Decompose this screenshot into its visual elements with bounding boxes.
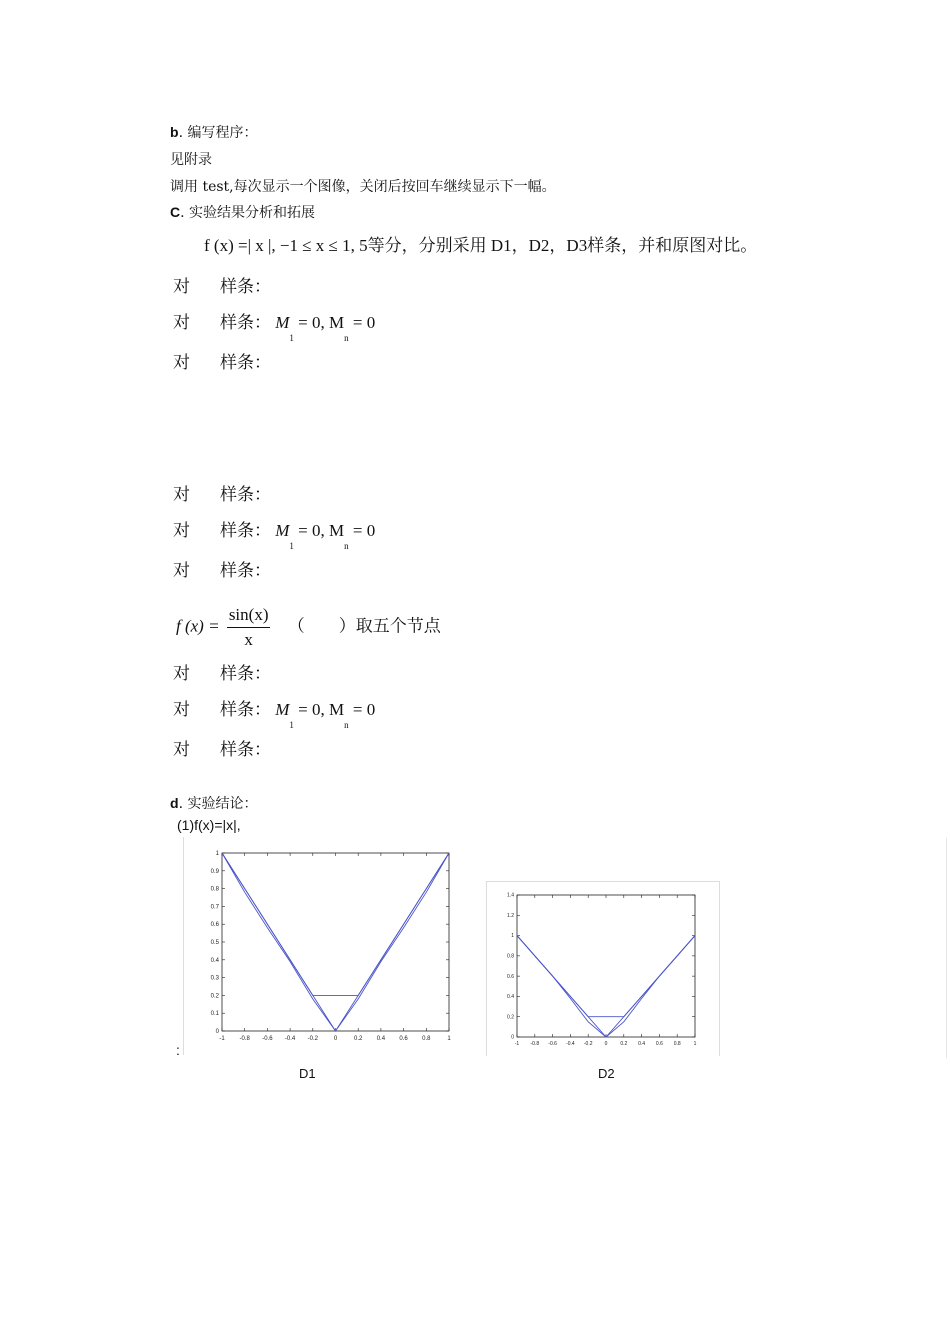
m-symbol: M <box>275 521 290 540</box>
sinc-lhs: f (x) = <box>176 616 220 636</box>
spline-label: 样条： <box>220 561 271 580</box>
y-tick-label: 1 <box>215 851 219 857</box>
x-tick-label: 0 <box>333 1036 338 1042</box>
dui-label: 对 <box>173 277 190 296</box>
section-c-letter: C <box>170 204 181 220</box>
spline-row-2 <box>173 308 376 343</box>
figure-d1 <box>183 837 478 1055</box>
y-tick-label: 0.1 <box>210 1011 219 1018</box>
dui-label: 对 <box>173 664 190 683</box>
x-tick-label: 0 <box>604 1041 608 1047</box>
dui-label: 对 <box>173 740 190 759</box>
boundary-eq-end: = 0 <box>348 700 376 719</box>
spline-label: 样条： <box>220 353 271 372</box>
spline-label: 样条： <box>220 485 271 504</box>
x-tick-label: -0.2 <box>307 1036 318 1042</box>
spline-row-8 <box>173 695 376 730</box>
spline-row-4 <box>173 480 271 505</box>
y-tick-label: 0.6 <box>210 922 219 929</box>
y-tick-label: 0.3 <box>210 975 219 982</box>
section-c-title: . 实验结果分析和拓展 <box>180 205 316 221</box>
spline-row-7 <box>173 659 271 684</box>
d1-caption: D1 <box>299 1066 316 1081</box>
sinc-fraction <box>227 605 271 650</box>
five-nodes-text: 取五个节点 <box>355 616 441 636</box>
x-tick-label: -0.4 <box>284 1036 296 1042</box>
spline-label: 样条： <box>220 313 271 332</box>
y-tick-label: 0.2 <box>507 1014 514 1021</box>
x-tick-label: 0.4 <box>638 1041 646 1047</box>
x-tick-label: 0.8 <box>422 1036 431 1042</box>
figure-d2 <box>486 881 720 1056</box>
spline-label: 样条： <box>220 664 271 683</box>
y-tick-label: 0 <box>215 1029 219 1035</box>
boundary-eq: = 0, M <box>293 521 345 540</box>
section-d-letter: d <box>170 795 179 811</box>
dui-label: 对 <box>173 485 190 504</box>
spline-row-3 <box>173 348 271 373</box>
x-tick-label: -1 <box>219 1036 225 1042</box>
subscript-n: n <box>344 720 349 730</box>
x-tick-label: 0.6 <box>399 1036 408 1042</box>
boundary-eq: = 0, M <box>293 700 345 719</box>
conclusion-item-1: (1)f(x)=|x|, <box>177 817 241 833</box>
x-tick-label: 1 <box>693 1041 697 1047</box>
section-b-heading <box>170 122 257 142</box>
section-c-heading <box>170 202 315 222</box>
x-tick-label: -0.2 <box>583 1041 593 1047</box>
d2-caption: D2 <box>598 1066 615 1081</box>
plot-frame <box>222 853 449 1031</box>
y-tick-label: 0.7 <box>210 904 219 911</box>
appendix-line: 见附录 <box>170 152 212 168</box>
section-d-title: . 实验结论： <box>178 796 258 812</box>
sinc-numerator: sin(x) <box>227 605 271 628</box>
y-tick-label: 1.2 <box>507 912 514 919</box>
x-tick-label: -0.8 <box>239 1036 250 1042</box>
x-tick-label: -0.6 <box>548 1041 557 1047</box>
dui-label: 对 <box>173 521 190 540</box>
m-symbol: M <box>275 313 290 332</box>
d1-chart <box>184 837 478 1055</box>
subscript-1: 1 <box>289 720 294 730</box>
y-tick-label: 0.9 <box>210 868 219 875</box>
spline-row-6 <box>173 556 271 581</box>
boundary-eq-end: = 0 <box>348 313 376 332</box>
y-tick-label: 0.8 <box>210 886 219 893</box>
x-tick-label: -1 <box>514 1041 520 1047</box>
problem-1-statement: f (x) =| x |, −1 ≤ x ≤ 1, 5等分，分别采用 D1，D2，D3样条，并和原图对比。 <box>204 236 758 255</box>
y-tick-label: 0.8 <box>507 953 514 960</box>
y-tick-label: 0.6 <box>507 973 514 980</box>
sinc-denominator: x <box>244 630 253 649</box>
section-d-heading <box>170 793 257 813</box>
spline-row-9 <box>173 735 271 760</box>
d2-chart <box>487 882 719 1056</box>
usage-line: 调用 test,每次显示一个图像，关闭后按回车继续显示下一幅。 <box>170 179 556 195</box>
x-tick-label: -0.8 <box>530 1041 540 1047</box>
y-tick-label: 0 <box>511 1034 514 1041</box>
section-b-title: . 编写程序： <box>178 125 258 141</box>
spline-label: 样条： <box>220 700 271 719</box>
problem-3-statement <box>176 605 441 650</box>
subscript-1: 1 <box>289 541 294 551</box>
interval-paren: （ ） <box>287 616 356 636</box>
y-tick-label: 1 <box>511 933 514 940</box>
boundary-eq-end: = 0 <box>348 521 376 540</box>
spline-label: 样条： <box>220 277 271 296</box>
spline-row-1 <box>173 272 271 297</box>
x-tick-label: -0.6 <box>262 1036 273 1042</box>
x-tick-label: 0.8 <box>673 1041 681 1047</box>
spline-row-5 <box>173 516 376 551</box>
spline-label: 样条： <box>220 521 271 540</box>
spline-label: 样条： <box>220 740 271 759</box>
y-tick-label: 1.4 <box>507 892 514 899</box>
x-tick-label: 0.2 <box>354 1036 363 1042</box>
y-tick-label: 0.4 <box>507 994 514 1001</box>
dui-label: 对 <box>173 561 190 580</box>
y-tick-label: 0.4 <box>210 957 219 964</box>
boundary-eq: = 0, M <box>293 313 345 332</box>
dui-label: 对 <box>173 313 190 332</box>
dui-label: 对 <box>173 353 190 372</box>
subscript-n: n <box>344 541 349 551</box>
dui-label: 对 <box>173 700 190 719</box>
section-b-letter: b <box>170 124 179 140</box>
page-edge-line <box>946 838 947 1058</box>
x-tick-label: -0.4 <box>566 1041 575 1047</box>
x-tick-label: 0.4 <box>376 1036 386 1042</box>
x-tick-label: 0.2 <box>620 1041 628 1047</box>
subscript-n: n <box>344 333 349 343</box>
x-tick-label: 1 <box>447 1036 451 1042</box>
x-tick-label: 0.6 <box>655 1041 663 1047</box>
subscript-1: 1 <box>289 333 294 343</box>
m-symbol: M <box>275 700 290 719</box>
stray-colon: : <box>176 1042 180 1058</box>
y-tick-label: 0.2 <box>210 993 219 1000</box>
y-tick-label: 0.5 <box>210 940 219 946</box>
